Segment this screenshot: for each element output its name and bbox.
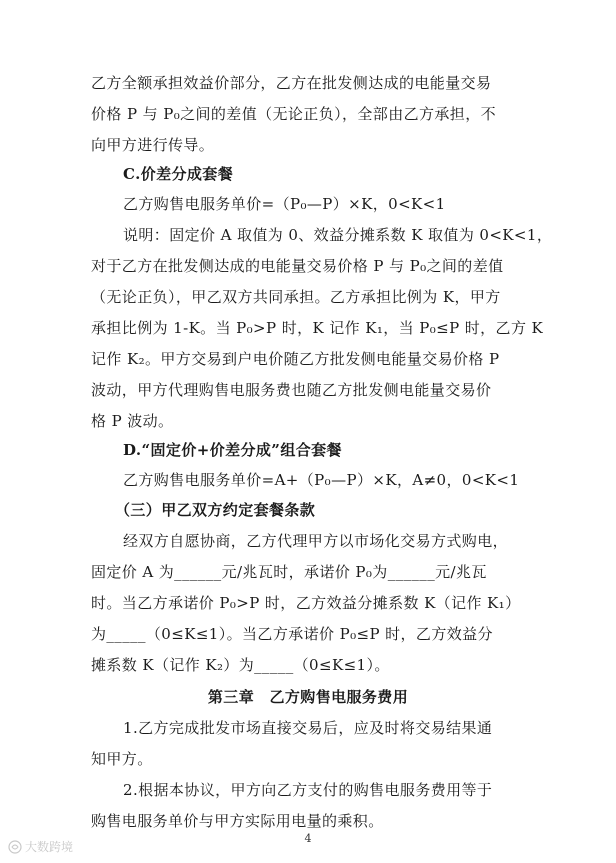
body-text-line: 经双方自愿协商，乙方代理甲方以市场化交易方式购电， xyxy=(123,532,509,550)
body-text-line: 承担比例为 1-K。当 P₀>P 时，K 记作 K₁，当 P₀≤P 时，乙方 K xyxy=(91,319,544,337)
body-text-line: 知甲方。 xyxy=(91,750,153,768)
section-heading-c: C.价差分成套餐 xyxy=(123,165,234,183)
body-text-line: 时。当乙方承诺价 P₀>P 时，乙方效益分摊系数 K（记作 K₁） xyxy=(91,594,521,612)
body-text-line: 购售电服务单价与甲方实际用电量的乘积。 xyxy=(91,812,384,830)
formula-line: 乙方购售电服务单价=A+（P₀—P）×K，A≠0，0<K<1 xyxy=(123,471,520,489)
watermark-logo-icon xyxy=(8,840,22,854)
body-text-line: 记作 K₂。甲方交易到户电价随乙方批发侧电能量交易价格 P xyxy=(91,350,500,368)
body-text-line: 对于乙方在批发侧达成的电能量交易价格 P 与 P₀之间的差值 xyxy=(91,257,504,275)
body-text-line: 摊系数 K（记作 K₂）为_____（0≤K≤1）。 xyxy=(91,656,390,674)
chapter-heading: 第三章 乙方购售电服务费用 xyxy=(207,688,409,706)
subsection-heading: （三）甲乙双方约定套餐条款 xyxy=(115,501,316,519)
page-number: 4 xyxy=(304,832,312,845)
body-text-line: 向甲方进行传导。 xyxy=(91,136,215,154)
body-text-line: 格 P 波动。 xyxy=(91,412,174,430)
body-text-line: 1.乙方完成批发市场直接交易后，应及时将交易结果通 xyxy=(123,719,493,737)
body-text-line: 价格 P 与 P₀之间的差值（无论正负），全部由乙方承担，不 xyxy=(91,105,497,123)
watermark xyxy=(8,838,73,855)
body-text-line: 说明：固定价 A 取值为 0、效益分摊系数 K 取值为 0<K<1， xyxy=(123,226,553,244)
body-text-line: 乙方全额承担效益价部分，乙方在批发侧达成的电能量交易 xyxy=(91,74,492,92)
body-text-line: 2.根据本协议，甲方向乙方支付的购售电服务费用等于 xyxy=(123,781,493,799)
body-text-line: 波动，甲方代理购售电服务费也随乙方批发侧电能量交易价 xyxy=(91,381,492,399)
body-text-line: 固定价 A 为______元/兆瓦时，承诺价 P₀为______元/兆瓦 xyxy=(91,563,487,581)
watermark-text: 大数跨境 xyxy=(25,840,74,854)
body-text-line: （无论正负），甲乙双方共同承担。乙方承担比例为 K，甲方 xyxy=(91,288,501,306)
formula-line: 乙方购售电服务单价=（P₀—P）×K，0<K<1 xyxy=(123,195,446,213)
section-heading-d: D.“固定价+价差分成”组合套餐 xyxy=(123,441,342,459)
body-text-line: 为_____（0≤K≤1）。当乙方承诺价 P₀≤P 时，乙方效益分 xyxy=(91,625,493,643)
